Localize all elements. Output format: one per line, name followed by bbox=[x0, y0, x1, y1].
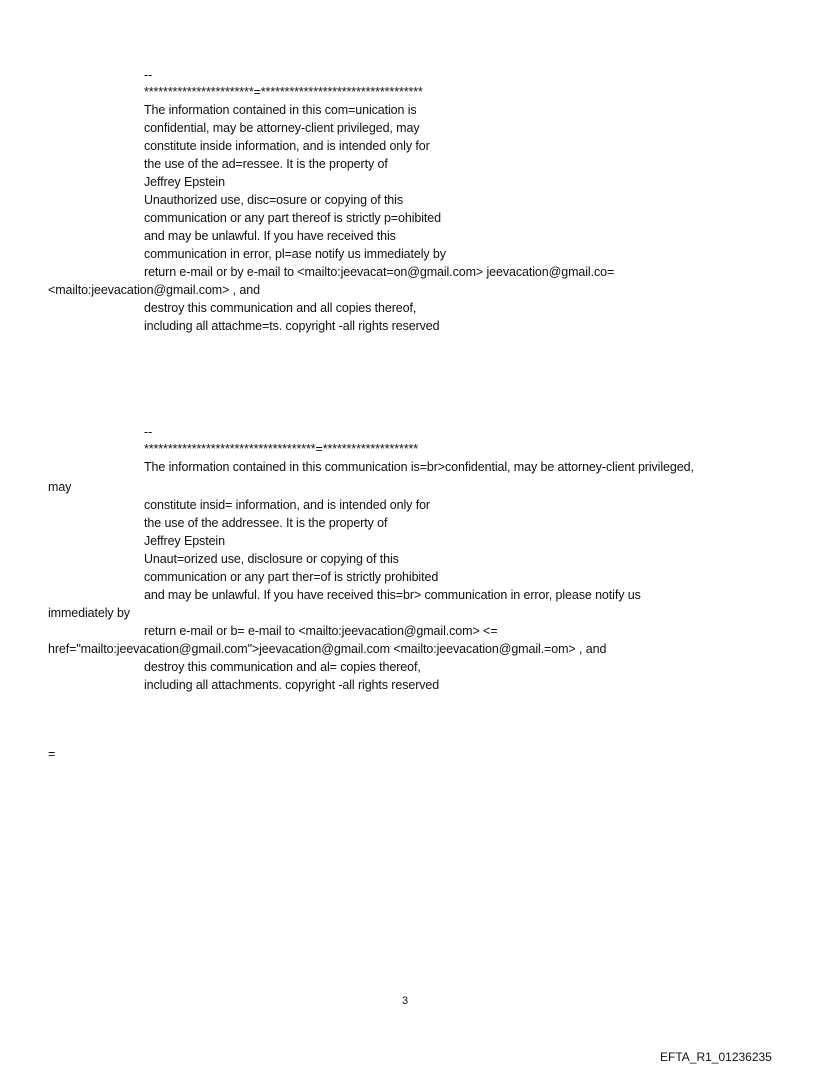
body-line: and may be unlawful. If you have received this=br> communication in error, please notify us bbox=[144, 588, 641, 602]
body-line: constitute insid= information, and is intended only for bbox=[144, 498, 430, 512]
separator-dashes: -- bbox=[144, 425, 153, 439]
body-line: confidential, may be attorney-client privileged, may bbox=[144, 121, 420, 135]
body-line: communication or any part ther=of is strictly prohibited bbox=[144, 570, 439, 584]
body-line: The information contained in this communication is=br>confidential, may be attorney-client privileged, bbox=[144, 460, 694, 474]
body-line: and may be unlawful. If you have received this bbox=[144, 229, 396, 243]
separator-asterisks: ***********************=********************************** bbox=[144, 85, 423, 99]
body-line: <mailto:jeevacation@gmail.com> , and bbox=[48, 283, 260, 297]
body-line: including all attachme=ts. copyright -all rights reserved bbox=[144, 319, 440, 333]
separator-asterisks: ************************************=******************** bbox=[144, 442, 419, 456]
document-id: EFTA_R1_01236235 bbox=[660, 1050, 772, 1064]
body-line: Unaut=orized use, disclosure or copying of this bbox=[144, 552, 399, 566]
body-line: return e-mail or b= e-mail to <mailto:jeevacation@gmail.com> <= bbox=[144, 624, 498, 638]
body-line: communication or any part thereof is strictly p=ohibited bbox=[144, 211, 441, 225]
body-line: destroy this communication and al= copies thereof, bbox=[144, 660, 421, 674]
body-line: destroy this communication and all copies thereof, bbox=[144, 301, 417, 315]
body-line: Unauthorized use, disc=osure or copying of this bbox=[144, 193, 403, 207]
body-line: href="mailto:jeevacation@gmail.com">jeevacation@gmail.com <mailto:jeevacation@gmail.=om> , and bbox=[48, 642, 607, 656]
body-line: the use of the ad=ressee. It is the property of bbox=[144, 157, 388, 171]
body-line: return e-mail or by e-mail to <mailto:jeevacat=on@gmail.com> jeevacation@gmail.co= bbox=[144, 265, 615, 279]
body-line: immediately by bbox=[48, 606, 130, 620]
body-line: Jeffrey Epstein bbox=[144, 534, 225, 548]
body-line: Jeffrey Epstein bbox=[144, 175, 225, 189]
separator-dashes: -- bbox=[144, 68, 153, 82]
body-line: communication in error, pl=ase notify us immediately by bbox=[144, 247, 446, 261]
page-number: 3 bbox=[402, 995, 409, 1007]
body-line: may bbox=[48, 480, 72, 494]
body-line: the use of the addressee. It is the property of bbox=[144, 516, 388, 530]
body-line: The information contained in this com=unication is bbox=[144, 103, 417, 117]
body-line: including all attachments. copyright -all rights reserved bbox=[144, 678, 440, 692]
body-line: constitute inside information, and is intended only for bbox=[144, 139, 430, 153]
trailing-equals-mark: = bbox=[48, 747, 56, 761]
